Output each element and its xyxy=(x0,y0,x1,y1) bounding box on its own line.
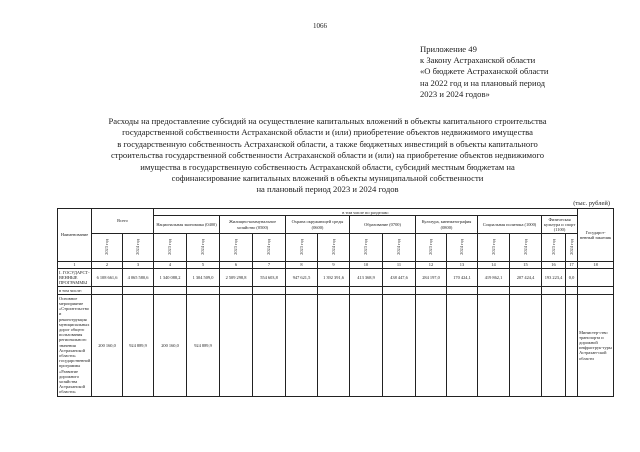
table-cell: 924 889,9 xyxy=(123,294,154,396)
table-cell xyxy=(187,286,220,294)
table-cell: 207 424,4 xyxy=(510,269,542,287)
table-row xyxy=(58,286,614,294)
total-header: Всего xyxy=(92,209,154,234)
year-header-2024: 2024 год xyxy=(123,233,154,261)
title-line: софинансирование капитальных вложений в объекты муниципальной собственности xyxy=(171,173,484,184)
table-cell xyxy=(416,294,447,396)
table-cell xyxy=(510,294,542,396)
column-number: 11 xyxy=(383,261,416,268)
table-cell: 413 368,9 xyxy=(350,269,383,287)
table-cell xyxy=(383,294,416,396)
column-number: 5 xyxy=(187,261,220,268)
table-cell xyxy=(566,294,578,396)
table-cell: 924 889,9 xyxy=(187,294,220,396)
title-line: строительства государственной собственности Астраханской области и (или) на приобретение объектов недвижимого xyxy=(110,150,545,161)
table-cell xyxy=(542,294,566,396)
column-number: 2 xyxy=(92,261,123,268)
column-number: 13 xyxy=(447,261,478,268)
table-cell: 419 862,1 xyxy=(478,269,510,287)
responsible-header: Государст-венный заказчик xyxy=(578,209,614,262)
year-header-2024: 2024 год xyxy=(447,233,478,261)
year-header-2023: 2023 год xyxy=(220,233,253,261)
column-number: 8 xyxy=(286,261,318,268)
appendix-line: на 2022 год и на плановый период xyxy=(420,77,545,88)
appendix-line: «О бюджете Астраханской области xyxy=(420,66,549,77)
column-number: 3 xyxy=(123,261,154,268)
table-cell xyxy=(123,286,154,294)
responsible-cell: Министер-ство транспорта и дорожной инфраструк-туры Астрахан-ской области xyxy=(578,294,614,396)
table-cell xyxy=(154,286,187,294)
section-header: Социальная политика (1000) xyxy=(478,216,542,234)
column-number: 1 xyxy=(58,261,92,268)
year-header-2024: 2024 год xyxy=(187,233,220,261)
title-line: государственной собственности Астраханской области и (или) приобретение объектов недвижимого имущества xyxy=(122,127,533,138)
table-cell: 2 509 298,8 xyxy=(220,269,253,287)
table-cell xyxy=(350,294,383,396)
table-cell: 1 304 509,0 xyxy=(187,269,220,287)
document-title xyxy=(40,116,615,196)
table-cell: 6 108 661,6 xyxy=(92,269,123,287)
units-label: (тыс. рублей) xyxy=(573,200,610,207)
year-header-2024: 2024 год xyxy=(253,233,286,261)
responsible-cell xyxy=(578,269,614,287)
year-header-2023: 2023 год xyxy=(478,233,510,261)
year-header-2024: 2024 год xyxy=(318,233,350,261)
appendix-block xyxy=(420,44,630,100)
table-cell: 947 621,5 xyxy=(286,269,318,287)
table-cell xyxy=(478,294,510,396)
appendix-line: Приложение 49 xyxy=(420,44,477,54)
column-number: 10 xyxy=(350,261,383,268)
row-name: Основное мероприятие «Строительство и реконструкция муниципальных дорог общего пользования регионального значения Астраханской области» государственной программы «Развитие дорожного хозяйства Астраханской области» xyxy=(59,295,91,395)
table-cell xyxy=(447,286,478,294)
table-cell: 170 424,1 xyxy=(447,269,478,287)
column-number: 16 xyxy=(542,261,566,268)
table-cell xyxy=(286,286,318,294)
table-cell: 1 392 391,6 xyxy=(318,269,350,287)
table-cell xyxy=(220,294,253,396)
year-header-2024: 2024 год xyxy=(510,233,542,261)
expenses-table xyxy=(57,208,614,397)
table-cell xyxy=(318,286,350,294)
table-cell xyxy=(253,286,286,294)
table-cell: 438 447,6 xyxy=(383,269,416,287)
table-cell xyxy=(383,286,416,294)
table-cell: 193 223,4 xyxy=(542,269,566,287)
name-header: Наименование xyxy=(58,209,92,262)
column-number: 15 xyxy=(510,261,542,268)
appendix-line: к Закону Астраханской области xyxy=(420,55,536,66)
table-cell: 1 340 088,2 xyxy=(154,269,187,287)
table-cell: 200 160,0 xyxy=(154,294,187,396)
column-number: 12 xyxy=(416,261,447,268)
year-header-2023: 2023 год xyxy=(350,233,383,261)
table-cell xyxy=(92,286,123,294)
table-cell: 284 197,0 xyxy=(416,269,447,287)
year-header-2024: 2024 год xyxy=(566,233,578,261)
year-header-2023: 2023 год xyxy=(92,233,123,261)
responsible-cell xyxy=(578,286,614,294)
section-header: Культура, кинематография (0800) xyxy=(416,216,478,234)
table-row xyxy=(58,269,614,287)
table-cell: 4 065 580,6 xyxy=(123,269,154,287)
table-cell xyxy=(447,294,478,396)
row-name: в том числе: xyxy=(58,286,92,294)
title-line: имущества в государственную собственность Астраханской области, субсидий местным бюджетам на xyxy=(140,161,515,172)
including-header: в том числе по разделам: xyxy=(154,209,578,216)
title-line: на плановый период 2023 и 2024 годов xyxy=(256,184,399,195)
year-header-2023: 2023 год xyxy=(286,233,318,261)
table-cell: 0,0 xyxy=(566,269,578,287)
year-header-2023: 2023 год xyxy=(542,233,566,261)
section-header: Охрана окружающей среды (0600) xyxy=(286,216,350,234)
year-header-2023: 2023 год xyxy=(154,233,187,261)
table-cell xyxy=(253,294,286,396)
table-cell xyxy=(286,294,318,396)
column-number: 18 xyxy=(578,261,614,268)
table-cell xyxy=(478,286,510,294)
year-header-2024: 2024 год xyxy=(383,233,416,261)
table-cell xyxy=(510,286,542,294)
table-cell xyxy=(416,286,447,294)
page-number: 1066 xyxy=(313,22,327,30)
column-number: 17 xyxy=(566,261,578,268)
table-cell xyxy=(542,286,566,294)
row-name: I. ГОСУДАРСТ-ВЕННЫЕ ПРОГРАММЫ xyxy=(59,269,90,285)
column-number: 4 xyxy=(154,261,187,268)
table-cell: 200 160,0 xyxy=(92,294,123,396)
table-cell xyxy=(350,286,383,294)
section-header: Национальная экономика (0400) xyxy=(154,216,220,234)
column-number: 7 xyxy=(253,261,286,268)
table-cell: 554 603,8 xyxy=(253,269,286,287)
table-cell xyxy=(318,294,350,396)
table-cell xyxy=(566,286,578,294)
column-number: 14 xyxy=(478,261,510,268)
title-line: Расходы на предоставление субсидий на осуществление капитальных вложений в объекты капитального строительства xyxy=(108,116,547,126)
section-header: Жилищно-коммунальное хозяйство (0500) xyxy=(220,216,286,234)
column-number: 9 xyxy=(318,261,350,268)
title-line: в государственную собственность Астраханской области, а также бюджетных инвестиций в объекты капитального xyxy=(117,138,538,149)
table-row xyxy=(58,294,614,396)
year-header-2023: 2023 год xyxy=(416,233,447,261)
table-cell xyxy=(220,286,253,294)
appendix-line: 2023 и 2024 годов» xyxy=(420,88,490,99)
section-header: Физическая культура и спорт (1100) xyxy=(542,216,578,234)
section-header: Образование (0700) xyxy=(350,216,416,234)
column-number: 6 xyxy=(220,261,253,268)
